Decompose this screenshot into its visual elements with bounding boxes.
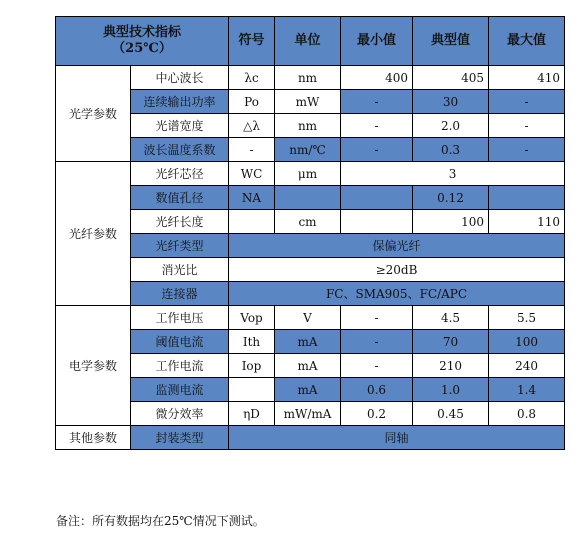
- param-max: 110: [489, 210, 565, 234]
- group-other: 其他参数: [56, 426, 131, 450]
- header-spec-line1: 典型技术指标: [103, 25, 182, 40]
- param-unit: mA: [275, 354, 341, 378]
- table-row: [56, 258, 565, 282]
- table-row: [56, 306, 565, 330]
- param-symbol: [229, 378, 275, 402]
- param-merged-value: 3: [341, 162, 565, 186]
- param-min: -: [341, 306, 413, 330]
- spec-table: [55, 16, 565, 450]
- param-name: 中心波长: [131, 66, 229, 90]
- param-max: 100: [489, 330, 565, 354]
- param-unit: nm/℃: [275, 138, 341, 162]
- table-row: [56, 66, 565, 90]
- header-spec-cell: [56, 17, 229, 66]
- footnote: 备注：所有数据均在25℃情况下测试。: [56, 514, 265, 528]
- param-max: 5.5: [489, 306, 565, 330]
- header-unit: 单位: [275, 17, 341, 66]
- param-symbol: △λ: [229, 114, 275, 138]
- param-name: 光纤类型: [131, 234, 229, 258]
- table-row: [56, 378, 565, 402]
- param-max: 410: [489, 66, 565, 90]
- header-spec-line2: （25℃）: [112, 41, 172, 56]
- param-name: 封装类型: [131, 426, 229, 450]
- param-symbol: [229, 210, 275, 234]
- param-min: -: [341, 138, 413, 162]
- param-max: [489, 186, 565, 210]
- param-min: -: [341, 354, 413, 378]
- param-name: 监测电流: [131, 378, 229, 402]
- table-row: [56, 114, 565, 138]
- param-typ: 100: [413, 210, 489, 234]
- param-typ: 30: [413, 90, 489, 114]
- param-max: -: [489, 138, 565, 162]
- param-min: -: [341, 114, 413, 138]
- param-min: -: [341, 330, 413, 354]
- param-unit: nm: [275, 114, 341, 138]
- param-max: -: [489, 90, 565, 114]
- param-max: -: [489, 114, 565, 138]
- table-row: [56, 354, 565, 378]
- table-row: [56, 330, 565, 354]
- param-symbol: Vop: [229, 306, 275, 330]
- param-name: 光纤长度: [131, 210, 229, 234]
- table-row: [56, 162, 565, 186]
- param-min: 400: [341, 66, 413, 90]
- param-unit: mA: [275, 378, 341, 402]
- param-symbol: WC: [229, 162, 275, 186]
- param-unit: mW: [275, 90, 341, 114]
- header-symbol: 符号: [229, 17, 275, 66]
- param-max: 1.4: [489, 378, 565, 402]
- param-symbol: λc: [229, 66, 275, 90]
- table-row: [56, 210, 565, 234]
- param-unit: nm: [275, 66, 341, 90]
- param-name: 工作电压: [131, 306, 229, 330]
- param-min: [341, 210, 413, 234]
- param-unit: μm: [275, 162, 341, 186]
- param-symbol: -: [229, 138, 275, 162]
- param-name: 消光比: [131, 258, 229, 282]
- table-row: [56, 138, 565, 162]
- param-symbol: Ith: [229, 330, 275, 354]
- param-typ: 210: [413, 354, 489, 378]
- param-typ: 0.12: [413, 186, 489, 210]
- param-unit: [275, 186, 341, 210]
- param-typ: 1.0: [413, 378, 489, 402]
- header-typ: 典型值: [413, 17, 489, 66]
- param-typ: 2.0: [413, 114, 489, 138]
- param-merged-value: 同轴: [229, 426, 565, 450]
- table-row: [56, 186, 565, 210]
- param-typ: 0.3: [413, 138, 489, 162]
- param-merged-value: ≥20dB: [229, 258, 565, 282]
- group-electrical: 电学参数: [56, 306, 131, 426]
- group-fiber: 光纤参数: [56, 162, 131, 306]
- param-symbol: Po: [229, 90, 275, 114]
- param-typ: 70: [413, 330, 489, 354]
- param-name: 波长温度系数: [131, 138, 229, 162]
- param-symbol: ηD: [229, 402, 275, 426]
- param-name: 连续输出功率: [131, 90, 229, 114]
- table-row: [56, 282, 565, 306]
- param-merged-value: FC、SMA905、FC/APC: [229, 282, 565, 306]
- header-max: 最大值: [489, 17, 565, 66]
- param-max: 0.8: [489, 402, 565, 426]
- header-min: 最小值: [341, 17, 413, 66]
- param-unit: V: [275, 306, 341, 330]
- param-unit: mW/mA: [275, 402, 341, 426]
- param-max: 240: [489, 354, 565, 378]
- param-name: 连接器: [131, 282, 229, 306]
- param-name: 阈值电流: [131, 330, 229, 354]
- table-row: [56, 234, 565, 258]
- param-typ: 405: [413, 66, 489, 90]
- param-min: [341, 186, 413, 210]
- param-typ: 4.5: [413, 306, 489, 330]
- param-min: 0.6: [341, 378, 413, 402]
- param-name: 微分效率: [131, 402, 229, 426]
- param-typ: 0.45: [413, 402, 489, 426]
- param-name: 数值孔径: [131, 186, 229, 210]
- table-row: [56, 402, 565, 426]
- table-row: [56, 426, 565, 450]
- group-optical: 光学参数: [56, 66, 131, 162]
- param-unit: cm: [275, 210, 341, 234]
- param-name: 光纤芯径: [131, 162, 229, 186]
- param-unit: mA: [275, 330, 341, 354]
- param-min: 0.2: [341, 402, 413, 426]
- table-row: [56, 90, 565, 114]
- param-symbol: NA: [229, 186, 275, 210]
- param-min: -: [341, 90, 413, 114]
- param-symbol: Iop: [229, 354, 275, 378]
- param-name: 光谱宽度: [131, 114, 229, 138]
- param-name: 工作电流: [131, 354, 229, 378]
- table-header-row: [56, 17, 565, 66]
- param-merged-value: 保偏光纤: [229, 234, 565, 258]
